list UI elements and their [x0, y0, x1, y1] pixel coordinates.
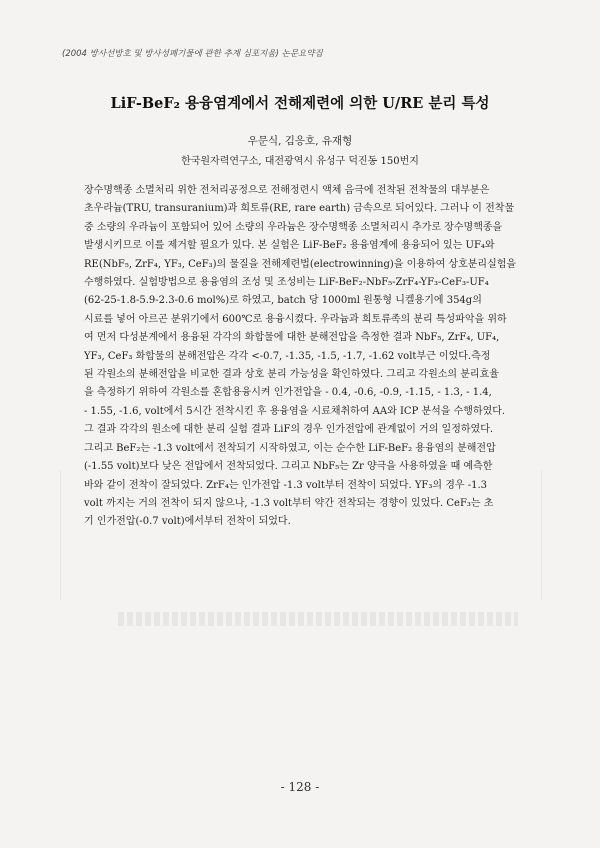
bleed-through-text: [118, 612, 518, 626]
abstract-line: - 1.55, -1.6, volt에서 5시간 전착시킨 후 용융염을 시료채취하여 AA와 ICP 분석을 수행하였다.: [84, 405, 506, 417]
abstract-line: 기 인가전압(-0.7 volt)에서부터 전착이 되었다.: [84, 516, 291, 528]
abstract-line: 그 결과 각각의 원소에 대한 분리 실험 결과 LiF의 경우 인가전압에 관계없이 거의 일정하였다.: [84, 424, 494, 436]
page-number: - 128 -: [280, 780, 320, 794]
abstract-line: 중 소량의 우라늄이 포함되어 있어 소량의 우라늄은 장수명핵종 소멸처리시 추가로 장수명핵종을: [84, 221, 503, 233]
abstract-line: 수행하였다. 실험방법으로 용융염의 조성 및 조성비는 LiF-BeF₂-NbF₅-ZrF₄-YF₃-CeF₃-UF₄: [84, 277, 489, 289]
abstract-line: (62-25-1.8-5.9-2.3-0.6 mol%)로 하였고, batch 당 1000ml 원통형 니켈용기에 354g의: [84, 295, 482, 307]
abstract-line: YF₃, CeF₃ 화합물의 분해전압은 각각 <-0.7, -1.35, -1.5, -1.7, -1.62 volt부근 이었다.측정: [84, 350, 491, 362]
abstract-line: 여 먼저 다성분계에서 용융된 각각의 화합물에 대한 분해전압을 측정한 결과 NbF₅, ZrF₄, UF₄,: [84, 332, 500, 344]
abstract-line: 초우라늄(TRU, transuranium)과 희토류(RE, rare earth) 금속으로 되어있다. 그러나 이 전착물: [84, 203, 515, 215]
paper-authors: 우문식, 김응호, 유재형: [247, 135, 353, 147]
abstract-line: volt 까지는 거의 전착이 되지 않으나, -1.3 volt부터 약간 전착되는 경향이 있었다. CeF₃는 초: [84, 497, 494, 509]
abstract-line: (-1.55 volt)보다 낮은 전압에서 전착되었다. 그리고 NbF₅는 Zr 양극을 사용하였을 때 예측한: [84, 461, 493, 473]
abstract-line: 발생시키므로 이를 제거할 필요가 있다. 본 실험은 LiF-BeF₂ 용융염계에 용융되어 있는 UF₄와: [84, 240, 495, 252]
abstract-line: RE(NbF₅, ZrF₄, YF₃, CeF₃)의 물질을 전해제련법(electrowinning)을 이용하여 상호분리실험을: [84, 258, 517, 270]
abstract-line: 그리고 BeF₂는 -1.3 volt에서 전착되기 시작하였고, 이는 순수한 LiF-BeF₂ 용융염의 분해전압: [84, 442, 496, 454]
abstract-line: 장수명핵종 소멸처리 위한 전처리공정으로 전해정련시 액체 음극에 전착된 전착물의 대부분은: [84, 185, 490, 196]
abstract-line: 바와 같이 전착이 잘되었다. ZrF₄는 인가전압 -1.3 volt부터 전착이 되었다. YF₃의 경우 -1.3: [84, 479, 487, 491]
bleed-through-shadow: [60, 470, 542, 600]
proceedings-header: (2004 방사선방호 및 방사성폐기물에 관한 추계 심포지움) 논문요약집: [62, 49, 323, 59]
abstract-line: 된 각원소의 분해전압을 비교한 결과 상호 분리 가능성을 확인하였다. 그리고 각원소의 분리효율: [84, 369, 499, 381]
abstract-line: 시료를 넣어 아르곤 분위기에서 600℃로 용융시켰다. 우라늄과 희토류족의 분리 특성파악을 위하: [84, 313, 507, 325]
paper-title: LiF-BeF₂ 용융염계에서 전해제련에 의한 U/RE 분리 특성: [110, 95, 490, 112]
abstract-line: 을 측정하기 위하여 각원소를 혼합용융시켜 인가전압을 - 0.4, -0.6, -0.9, -1.15, - 1.3, - 1.4,: [84, 387, 492, 399]
paper-affiliation: 한국원자력연구소, 대전광역시 유성구 덕진동 150번지: [181, 156, 419, 167]
